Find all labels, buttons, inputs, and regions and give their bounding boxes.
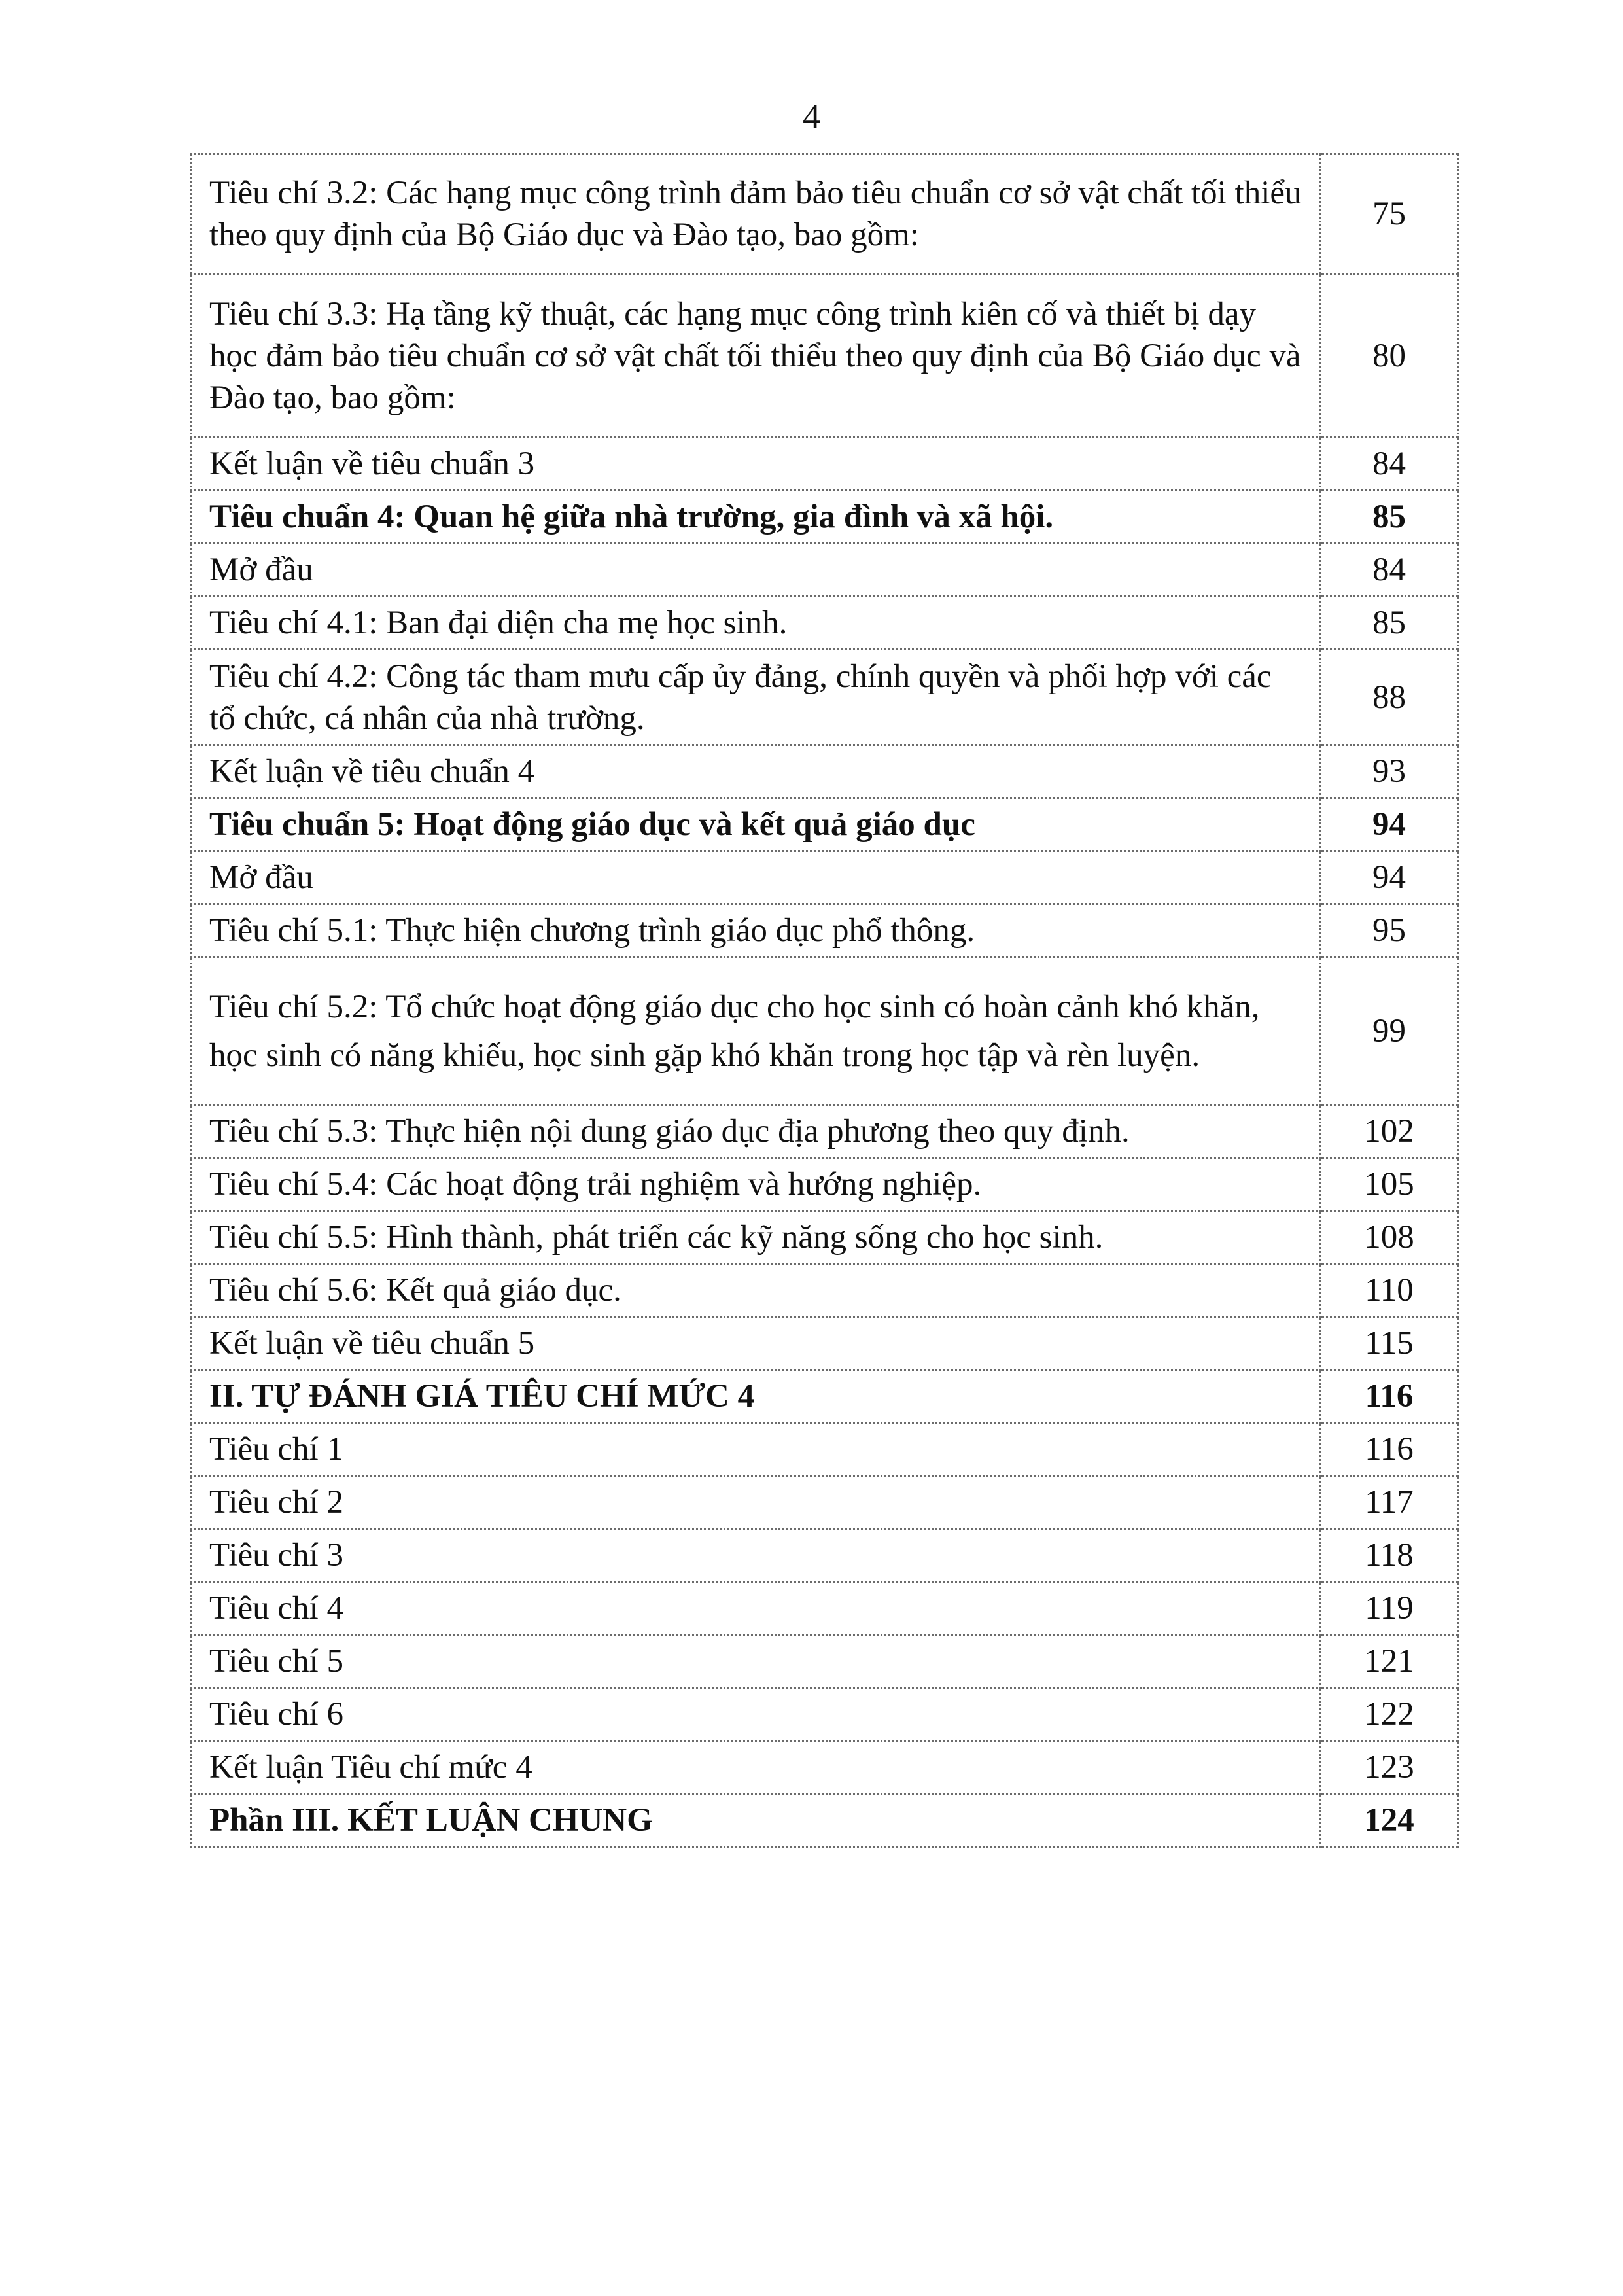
toc-entry-page: 123 bbox=[1321, 1741, 1458, 1794]
toc-section-row bbox=[192, 491, 1458, 544]
toc-entry-title: Tiêu chí 5.2: Tổ chức hoạt động giáo dục cho học sinh có hoàn cảnh khó khăn, học sinh có năng khiếu, học sinh gặp khó khăn trong học tập và rèn luyện. bbox=[192, 957, 1321, 1105]
toc-row bbox=[192, 1688, 1458, 1741]
toc-section-title: Phần III. KẾT LUẬN CHUNG bbox=[192, 1794, 1321, 1847]
toc-entry-page: 108 bbox=[1321, 1211, 1458, 1264]
toc-entry-page: 93 bbox=[1321, 745, 1458, 798]
toc-entry-title: Tiêu chí 1 bbox=[192, 1423, 1321, 1476]
toc-entry-title: Tiêu chí 4 bbox=[192, 1582, 1321, 1635]
toc-entry-title: Tiêu chí 5.1: Thực hiện chương trình giáo dục phổ thông. bbox=[192, 904, 1321, 957]
toc-entry-title: Tiêu chí 3.2: Các hạng mục công trình đảm bảo tiêu chuẩn cơ sở vật chất tối thiểu theo quy định của Bộ Giáo dục và Đào tạo, bao gồm: bbox=[192, 154, 1321, 274]
toc-entry-title: Tiêu chí 4.1: Ban đại diện cha mẹ học sinh. bbox=[192, 597, 1321, 650]
toc-section-page: 116 bbox=[1321, 1370, 1458, 1423]
toc-row bbox=[192, 1635, 1458, 1688]
table-of-contents bbox=[190, 153, 1459, 1848]
toc-section-title: Tiêu chuẩn 5: Hoạt động giáo dục và kết quả giáo dục bbox=[192, 798, 1321, 851]
toc-entry-title: Tiêu chí 5 bbox=[192, 1635, 1321, 1688]
toc-row bbox=[192, 904, 1458, 957]
toc-entry-page: 95 bbox=[1321, 904, 1458, 957]
toc-entry-title: Tiêu chí 3 bbox=[192, 1529, 1321, 1582]
toc-entry-title: Tiêu chí 3.3: Hạ tầng kỹ thuật, các hạng mục công trình kiên cố và thiết bị dạy học đảm bảo tiêu chuẩn cơ sở vật chất tối thiểu theo quy định của Bộ Giáo dục và Đào tạo, bao gồm: bbox=[192, 274, 1321, 438]
toc-section-row bbox=[192, 798, 1458, 851]
toc-row bbox=[192, 1741, 1458, 1794]
toc-row bbox=[192, 1264, 1458, 1317]
toc-row bbox=[192, 1105, 1458, 1158]
toc-row bbox=[192, 154, 1458, 274]
toc-entry-page: 84 bbox=[1321, 438, 1458, 491]
toc-entry-title: Kết luận về tiêu chuẩn 3 bbox=[192, 438, 1321, 491]
toc-entry-page: 116 bbox=[1321, 1423, 1458, 1476]
toc-row bbox=[192, 745, 1458, 798]
toc-row bbox=[192, 438, 1458, 491]
page-number: 4 bbox=[803, 97, 820, 136]
toc-entry-page: 88 bbox=[1321, 650, 1458, 745]
toc-entry-page: 121 bbox=[1321, 1635, 1458, 1688]
toc-row bbox=[192, 1476, 1458, 1529]
toc-entry-page: 80 bbox=[1321, 274, 1458, 438]
toc-row bbox=[192, 1529, 1458, 1582]
toc-row bbox=[192, 851, 1458, 904]
toc-entry-title: Kết luận về tiêu chuẩn 5 bbox=[192, 1317, 1321, 1370]
toc-section-page: 85 bbox=[1321, 491, 1458, 544]
toc-entry-page: 94 bbox=[1321, 851, 1458, 904]
toc-entry-page: 102 bbox=[1321, 1105, 1458, 1158]
toc-entry-page: 105 bbox=[1321, 1158, 1458, 1211]
toc-entry-page: 118 bbox=[1321, 1529, 1458, 1582]
toc-row bbox=[192, 1317, 1458, 1370]
toc-entry-title: Kết luận về tiêu chuẩn 4 bbox=[192, 745, 1321, 798]
toc-entry-title: Tiêu chí 6 bbox=[192, 1688, 1321, 1741]
toc-row bbox=[192, 1582, 1458, 1635]
toc-section-row bbox=[192, 1370, 1458, 1423]
toc-section-page: 124 bbox=[1321, 1794, 1458, 1847]
toc-entry-title: Tiêu chí 2 bbox=[192, 1476, 1321, 1529]
toc-section-row bbox=[192, 1794, 1458, 1847]
toc-entry-page: 110 bbox=[1321, 1264, 1458, 1317]
toc-entry-title: Tiêu chí 5.5: Hình thành, phát triển các kỹ năng sống cho học sinh. bbox=[192, 1211, 1321, 1264]
toc-entry-page: 117 bbox=[1321, 1476, 1458, 1529]
toc-row bbox=[192, 1423, 1458, 1476]
toc-entry-page: 85 bbox=[1321, 597, 1458, 650]
toc-entry-page: 115 bbox=[1321, 1317, 1458, 1370]
toc-row bbox=[192, 544, 1458, 597]
toc-section-title: Tiêu chuẩn 4: Quan hệ giữa nhà trường, gia đình và xã hội. bbox=[192, 491, 1321, 544]
toc-section-page: 94 bbox=[1321, 798, 1458, 851]
toc-entry-page: 75 bbox=[1321, 154, 1458, 274]
toc-section-title: II. TỰ ĐÁNH GIÁ TIÊU CHÍ MỨC 4 bbox=[192, 1370, 1321, 1423]
toc-row bbox=[192, 957, 1458, 1105]
toc-entry-page: 122 bbox=[1321, 1688, 1458, 1741]
toc-row bbox=[192, 1158, 1458, 1211]
toc-entry-title: Mở đầu bbox=[192, 851, 1321, 904]
toc-entry-title: Tiêu chí 5.3: Thực hiện nội dung giáo dục địa phương theo quy định. bbox=[192, 1105, 1321, 1158]
toc-entry-title: Tiêu chí 5.4: Các hoạt động trải nghiệm và hướng nghiệp. bbox=[192, 1158, 1321, 1211]
toc-entry-title: Mở đầu bbox=[192, 544, 1321, 597]
toc-entry-title: Tiêu chí 4.2: Công tác tham mưu cấp ủy đảng, chính quyền và phối hợp với các tổ chức, cá nhân của nhà trường. bbox=[192, 650, 1321, 745]
toc-entry-page: 99 bbox=[1321, 957, 1458, 1105]
toc-row bbox=[192, 650, 1458, 745]
toc-row bbox=[192, 274, 1458, 438]
toc-entry-page: 119 bbox=[1321, 1582, 1458, 1635]
toc-entry-page: 84 bbox=[1321, 544, 1458, 597]
toc-row bbox=[192, 597, 1458, 650]
toc-entry-title: Kết luận Tiêu chí mức 4 bbox=[192, 1741, 1321, 1794]
toc-row bbox=[192, 1211, 1458, 1264]
toc-entry-title: Tiêu chí 5.6: Kết quả giáo dục. bbox=[192, 1264, 1321, 1317]
